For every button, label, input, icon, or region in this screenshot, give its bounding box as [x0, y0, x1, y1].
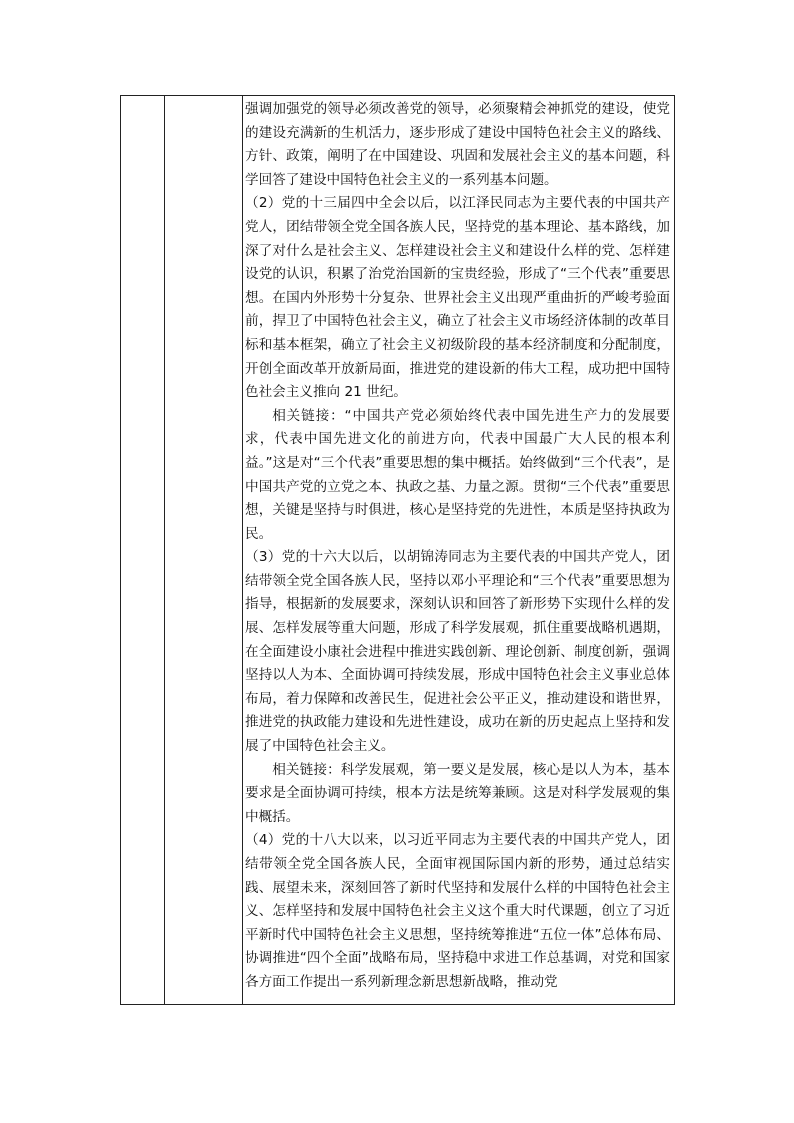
paragraph-section-3: （3）党的十六大以后，以胡锦涛同志为主要代表的中国共产党人，团结带领全党全国各族人民，坚持以邓小平理论和“三个代表”重要思想为指导，根据新的发展要求，深刻认识和回答了新形势下实现什么样的发展、怎样发展等重大问题，形成了科学发展观，抓住重要战略机遇期，在全面建设小康社会进程中推进实践创新、理论创新、制度创新，强调坚持以人为本、全面协调可持续发展，形成中国特色社会主义事业总体布局，着力保障和改善民生，促进社会公平正义，推动建设和谐世界，推进党的执政能力建设和先进性建设，成功在新的历史起点上坚持和发展了中国特色社会主义。: [245, 549, 670, 755]
paragraph-link-scientific-outlook: 相关链接：科学发展观，第一要义是发展，核心是以人为本，基本要求是全面协调可持续，根本方法是统筹兼顾。这是对科学发展观的集中概括。: [245, 761, 670, 825]
column-divider-1: [164, 96, 165, 1004]
column-divider-2: [242, 96, 243, 1004]
paragraph-section-4: （4）党的十八大以来，以习近平同志为主要代表的中国共产党人，团结带领全党全国各族人民，全面审视国际国内新的形势，通过总结实践、展望未来，深刻回答了新时代坚持和发展什么样的中国特色社会主义、怎样坚持和发展中国特色社会主义这个重大时代课题，创立了习近平新时代中国特色社会主义思想，坚持统筹推进“五位一体”总体布局、协调推进“四个全面”战略布局，坚持稳中求进工作总基调，对党和国家各方面工作提出一系列新理念新思想新战略，推动党: [245, 832, 670, 990]
paragraph-link-three-represents: 相关链接：“中国共产党必须始终代表中国先进生产力的发展要求，代表中国先进文化的前进方向，代表中国最广大人民的根本利益。”这是对“三个代表”重要思想的集中概括。始终做到“三个代表”，是中国共产党的立党之本、执政之基、力量之源。贯彻“三个代表”重要思想，关键是坚持与时俱进，核心是坚持党的先进性，本质是坚持执政为民。: [245, 407, 670, 542]
document-table: [120, 95, 675, 1005]
paragraph-section-2: （2）党的十三届四中全会以后，以江泽民同志为主要代表的中国共产党人，团结带领全党全国各族人民，坚持党的基本理论、基本路线，加深了对什么是社会主义、怎样建设社会主义和建设什么样的党、怎样建设党的认识，积累了治党治国新的宝贵经验，形成了“三个代表”重要思想。在国内外形势十分复杂、世界社会主义出现严重曲折的严峻考验面前，捍卫了中国特色社会主义，确立了社会主义市场经济体制的改革目标和基本框架，确立了社会主义初级阶段的基本经济制度和分配制度，开创全面改革开放新局面，推进党的建设新的伟大工程，成功把中国特色社会主义推向 21 世纪。: [245, 195, 670, 401]
paragraph-intro: 强调加强党的领导必须改善党的领导，必须聚精会神抓党的建设，使党的建设充满新的生机活力，逐步形成了建设中国特色社会主义的路线、方针、政策，阐明了在中国建设、巩固和发展社会主义的基本问题，科学回答了建设中国特色社会主义的一系列基本问题。: [245, 101, 670, 188]
content-cell: [245, 98, 670, 995]
